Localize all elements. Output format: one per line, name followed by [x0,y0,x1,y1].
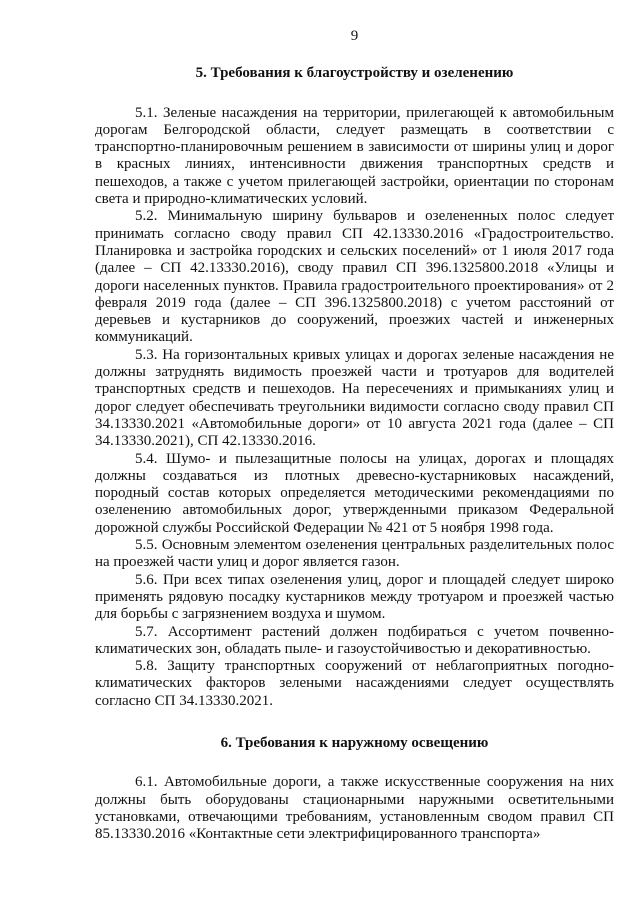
paragraph-5-2: 5.2. Минимальную ширину бульваров и озелененных полос следует принимать согласно своду правил СП 42.13330.2016 «Градостроительство. Планировка и застройка городских и сельских поселений» от 1 июля 2017 года (далее – СП 42.13330.2016), своду правил СП 396.1325800.2018 «Улицы и дороги населенных пунктов. Правила градостроительного проектирования» от 2 февраля 2019 года (далее – СП 396.1325800.2018) с учетом расстояний от деревьев и кустарников до сооружений, проезжих частей и инженерных коммуникаций. [95,208,614,346]
document-page [95,28,614,843]
section-6-title: 6. Требования к наружному освещению [220,734,489,751]
section-5-title: 5. Требования к благоустройству и озеленению [195,65,514,82]
paragraph-5-5: 5.5. Основным элементом озеленения центральных разделительных полос на проезжей части улиц и дорог является газон. [95,537,614,571]
paragraph-5-6: 5.6. При всех типах озеленения улиц, дорог и площадей следует широко применять рядовую посадку кустарников между тротуаром и проезжей частью для борьбы с загрязнением воздуха и шумом. [95,571,614,623]
page-number: 9 [350,28,359,44]
paragraph-5-1: 5.1. Зеленые насаждения на территории, прилегающей к автомобильным дорогам Белгородской области, следует размещать в соответствии с транспортно-планировочным решением в зависимости от ширины улиц и дорог в красных линиях, интенсивности движения транспортных средств и пешеходов, а также с учетом прилегающей застройки, ориентации по сторонам света и природно-климатических условий. [95,104,614,208]
paragraph-5-4: 5.4. Шумо- и пылезащитные полосы на улицах, дорогах и площадях должны создаваться из плотных древесно-кустарниковых насаждений, породный состав которых определяется методическими рекомендациями по озеленению автомобильных дорог, утвержденными приказом Федеральной дорожной службы Российской Федерации № 421 от 5 ноября 1998 года. [95,450,614,536]
paragraph-6-1: 6.1. Автомобильные дороги, а также искусственные сооружения на них должны быть оборудованы стационарными наружными осветительными установками, отвечающими требованиям, установленным сводом правил СП 85.13330.2016 «Контактные сети электрифицированного транспорта» [95,774,614,843]
paragraph-5-8: 5.8. Защиту транспортных сооружений от неблагоприятных погодно-климатических факторов зелеными насаждениями следует осуществлять согласно СП 34.13330.2021. [95,658,614,709]
section-spacer [95,710,614,735]
paragraph-5-3: 5.3. На горизонтальных кривых улицах и дорогах зеленые насаждения не должны затруднять видимость проезжей части и тротуаров для водителей транспортных средств и пешеходов. На пересечениях и примыканиях улиц и дорог следует обеспечивать треугольники видимости согласно своду правил СП 34.13330.2021 «Автомобильные дороги» от 10 августа 2021 года (далее – СП 34.13330.2021), СП 42.13330.2016. [95,346,614,450]
paragraph-5-7: 5.7. Ассортимент растений должен подбираться с учетом почвенно-климатических зон, обладать пыле- и газоустойчивостью и декоративностью. [95,623,614,657]
